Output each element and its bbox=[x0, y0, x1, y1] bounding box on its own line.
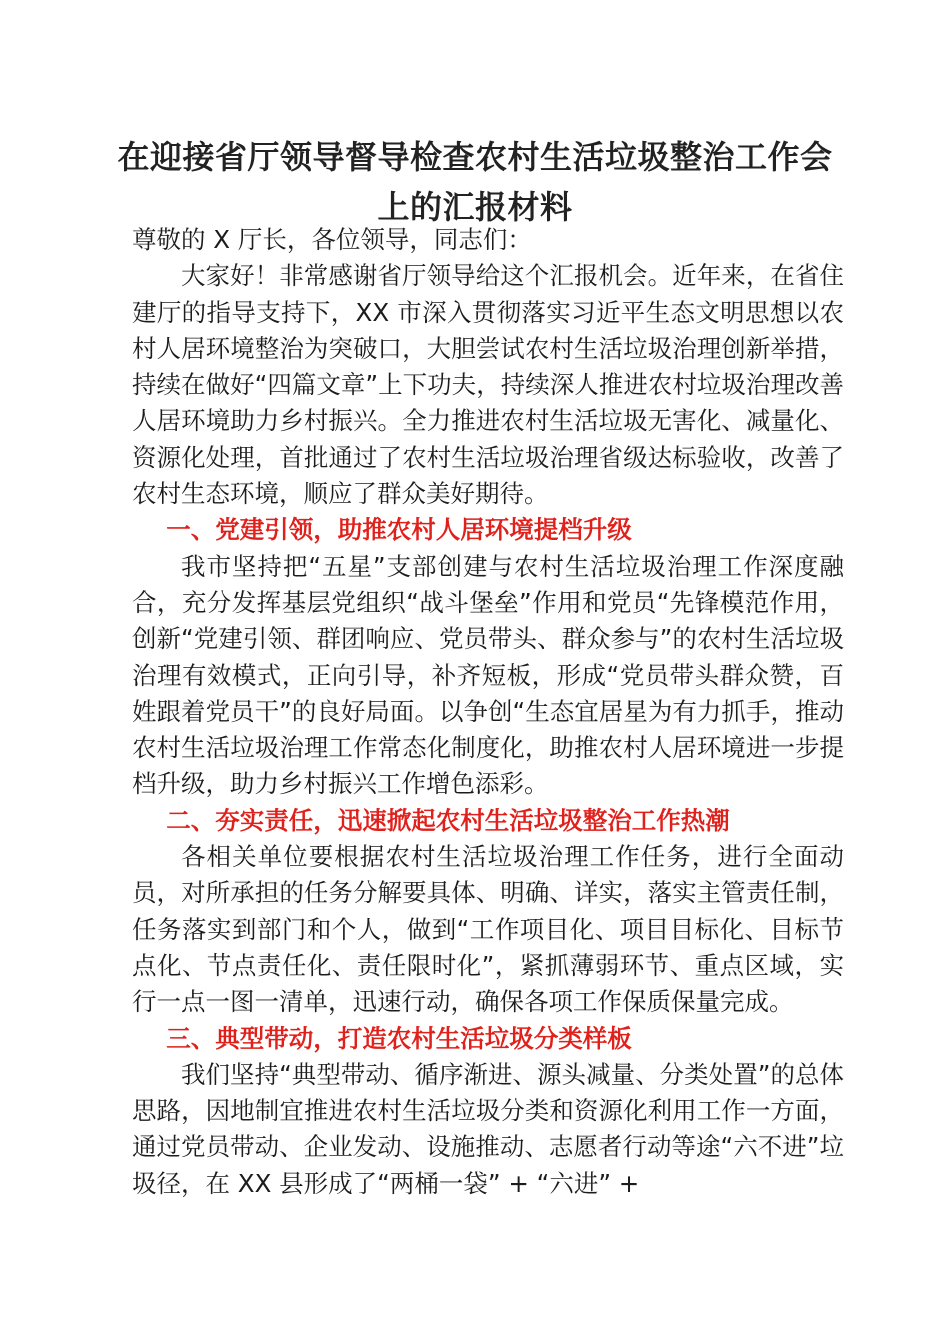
salutation: 尊敬的 X 厅长，各位领导，同志们： bbox=[132, 225, 532, 254]
section-3-paragraph: 我们坚持“典型带动、循序渐进、源头减量、分类处置”的总体思路，因地制宜推进农村生活垃圾分类和资源化利用工作一方面，通过党员带动、企业发动、设施推动、志愿者行动等途“六不进”垃圾径，在 XX 县形成了“两桶一袋” + “六进” + bbox=[132, 1059, 844, 1198]
document-title: 在迎接省厅领导督导检查农村生活垃圾整治工作会上的汇报材料 bbox=[117, 138, 833, 226]
section-1-heading: 一、党建引领，助推农村人居环境提档升级 bbox=[166, 515, 632, 545]
section-2-paragraph: 各相关单位要根据农村生活垃圾治理工作任务，进行全面动员，对所承担的任务分解要具体、明确、详实，落实主管责任制，任务落实到部门和个人，做到“工作项目化、项目目标化、目标节点化、节点责任化、责任限时化”，紧抓薄弱环节、重点区域，实行一点一图一清单，迅速行动，确保各项工作保质保量完成。 bbox=[132, 842, 844, 1017]
section-1-paragraph: 我市坚持把“五星”支部创建与农村生活垃圾治理工作深度融合，充分发挥基层党组织“战斗堡垒”作用和党员“先锋模范作用，创新“党建引领、群团响应、党员带头、群众参与”的农村生活垃圾治理有效模式，正向引导，补齐短板，形成“党员带头群众赞，百姓跟着党员干”的良好局面。以争创“生态宜居星为有力抓手，推动农村生活垃圾治理工作常态化制度化，助推农村人居环境进一步提档升级，助力乡村振兴工作增色添彩。 bbox=[132, 551, 844, 799]
intro-paragraph: 大家好！非常感谢省厅领导给这个汇报机会。近年来，在省住建厅的指导支持下，XX 市深入贯彻落实习近平生态文明思想以农村人居环境整治为突破口，大胆尝试农村生活垃圾治理创新举措，持续在做好“四篇文章”上下功夫，持续深人推进农村垃圾治理改善人居环境助力乡村振兴。全力推进农村生活垃圾无害化、减量化、资源化处理，首批通过了农村生活垃圾治理省级达标验收，改善了农村生态环境，顺应了群众美好期待。 bbox=[132, 261, 844, 509]
document-body bbox=[132, 222, 844, 1202]
section-3-heading: 三、典型带动，打造农村生活垃圾分类样板 bbox=[166, 1023, 632, 1053]
section-2-heading: 二、夯实责任，迅速掀起农村生活垃圾整治工作热潮 bbox=[166, 805, 730, 835]
